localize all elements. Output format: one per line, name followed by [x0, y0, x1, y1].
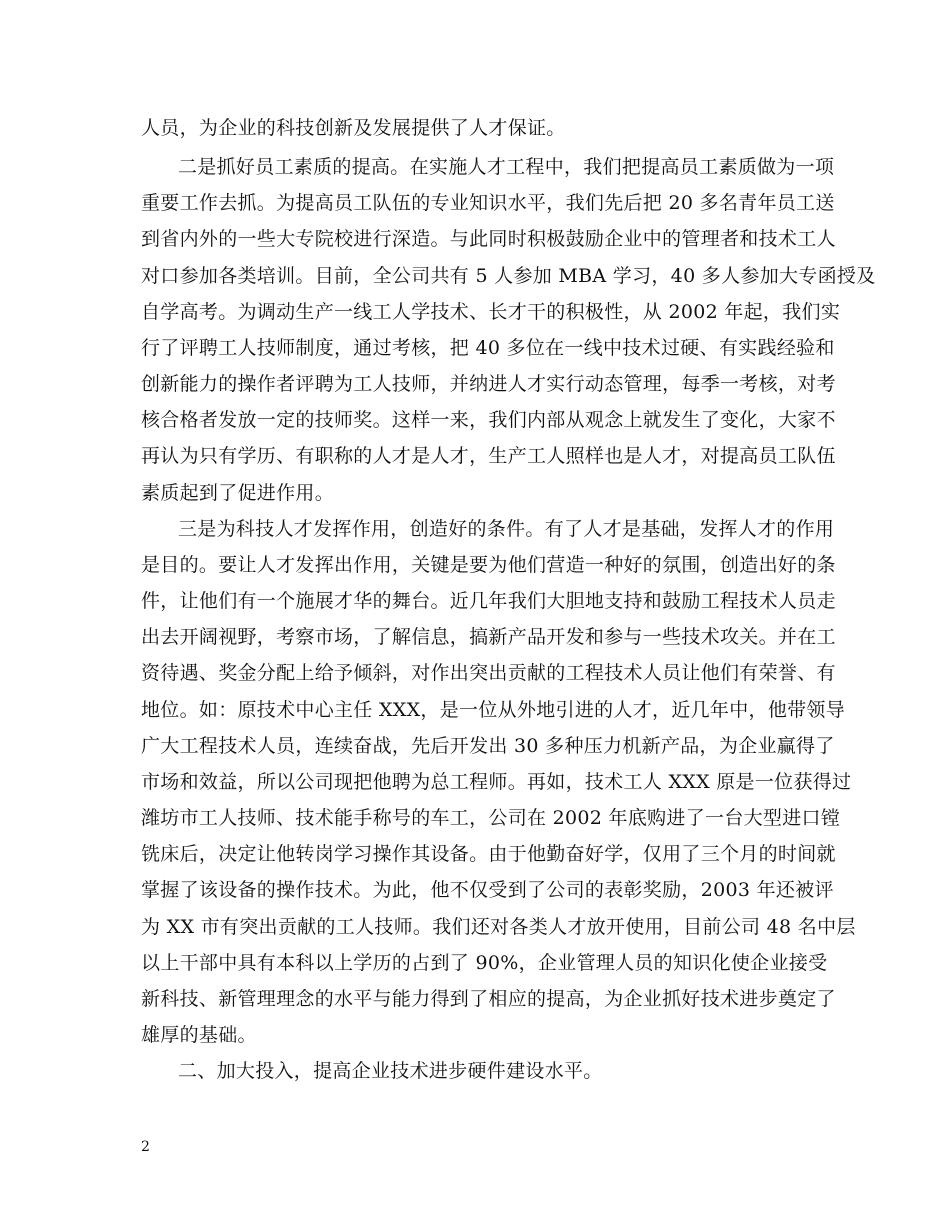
text-line: 铣床后，决定让他转岗学习操作其设备。由于他勤奋好学，仅用了三个月的时间就	[141, 843, 836, 865]
text-line: 广大工程技术人员，连续奋战，先后开发出 30 多种压力机新产品，为企业赢得了	[141, 735, 835, 757]
text-line: 自学高考。为调动生产一线工人学技术、长才干的积极性，从 2002 年起，我们实	[141, 301, 841, 323]
text-line: 件，让他们有一个施展才华的舞台。近几年我们大胆地支持和鼓励工程技术人员走	[141, 590, 836, 612]
text-line: 到省内外的一些大专院校进行深造。与此同时积极鼓励企业中的管理者和技术工人	[141, 228, 836, 250]
text-line: 新科技、新管理理念的水平与能力得到了相应的提高，为企业抓好技术进步奠定了	[141, 988, 836, 1010]
text-line: 地位。如：原技术中心主任 XXX，是一位从外地引进的人才，近几年中，他带领导	[141, 699, 846, 721]
text-line: 二、加大投入，提高企业技术进步硬件建设水平。	[178, 1060, 603, 1082]
text-line: 素质起到了促进作用。	[141, 482, 335, 504]
text-line: 以上干部中具有本科以上学历的占到了 90%，企业管理人员的知识化使企业接受	[141, 952, 828, 974]
text-line: 核合格者发放一定的技师奖。这样一来，我们内部从观念上就发生了变化，大家不	[141, 409, 836, 431]
text-line: 三是为科技人才发挥作用，创造好的条件。有了人才是基础，发挥人才的作用	[178, 518, 835, 540]
text-line: 行了评聘工人技师制度，通过考核，把 40 多位在一线中技术过硬、有实践经验和	[141, 337, 835, 359]
text-line: 再认为只有学历、有职称的人才是人才，生产工人照样也是人才，对提高员工队伍	[141, 445, 836, 467]
text-line: 资待遇、奖金分配上给予倾斜，对作出突出贡献的工程技术人员让他们有荣誉、有	[141, 662, 836, 684]
text-line: 二是抓好员工素质的提高。在实施人才工程中，我们把提高员工素质做为一项	[178, 156, 835, 178]
text-line: 市场和效益，所以公司现把他聘为总工程师。再如，技术工人 XXX 原是一位获得过	[141, 771, 852, 793]
text-line: 为 XX 市有突出贡献的工人技师。我们还对各类人才放开使用，目前公司 48 名中层	[141, 916, 856, 938]
text-line: 重要工作去抓。为提高员工队伍的专业知识水平，我们先后把 20 多名青年员工送	[141, 192, 835, 214]
text-line: 潍坊市工人技师、技术能手称号的车工，公司在 2002 年底购进了一台大型进口镗	[141, 807, 841, 829]
text-line: 对口参加各类培训。目前，全公司共有 5 人参加 MBA 学习，40 多人参加大专函授及	[141, 265, 876, 287]
text-line: 人员，为企业的科技创新及发展提供了人才保证。	[141, 117, 566, 139]
page-number: 2	[141, 1139, 150, 1155]
text-line: 出去开阔视野，考察市场，了解信息，搞新产品开发和参与一些技术攻关。并在工	[141, 626, 836, 648]
text-line: 是目的。要让人才发挥出作用，关键是要为他们营造一种好的氛围，创造出好的条	[141, 554, 836, 576]
text-line: 雄厚的基础。	[141, 1024, 257, 1046]
text-line: 创新能力的操作者评聘为工人技师，并纳进人才实行动态管理，每季一考核，对考	[141, 373, 836, 395]
text-line: 掌握了该设备的操作技术。为此，他不仅受到了公司的表彰奖励，2003 年还被评	[141, 879, 834, 901]
